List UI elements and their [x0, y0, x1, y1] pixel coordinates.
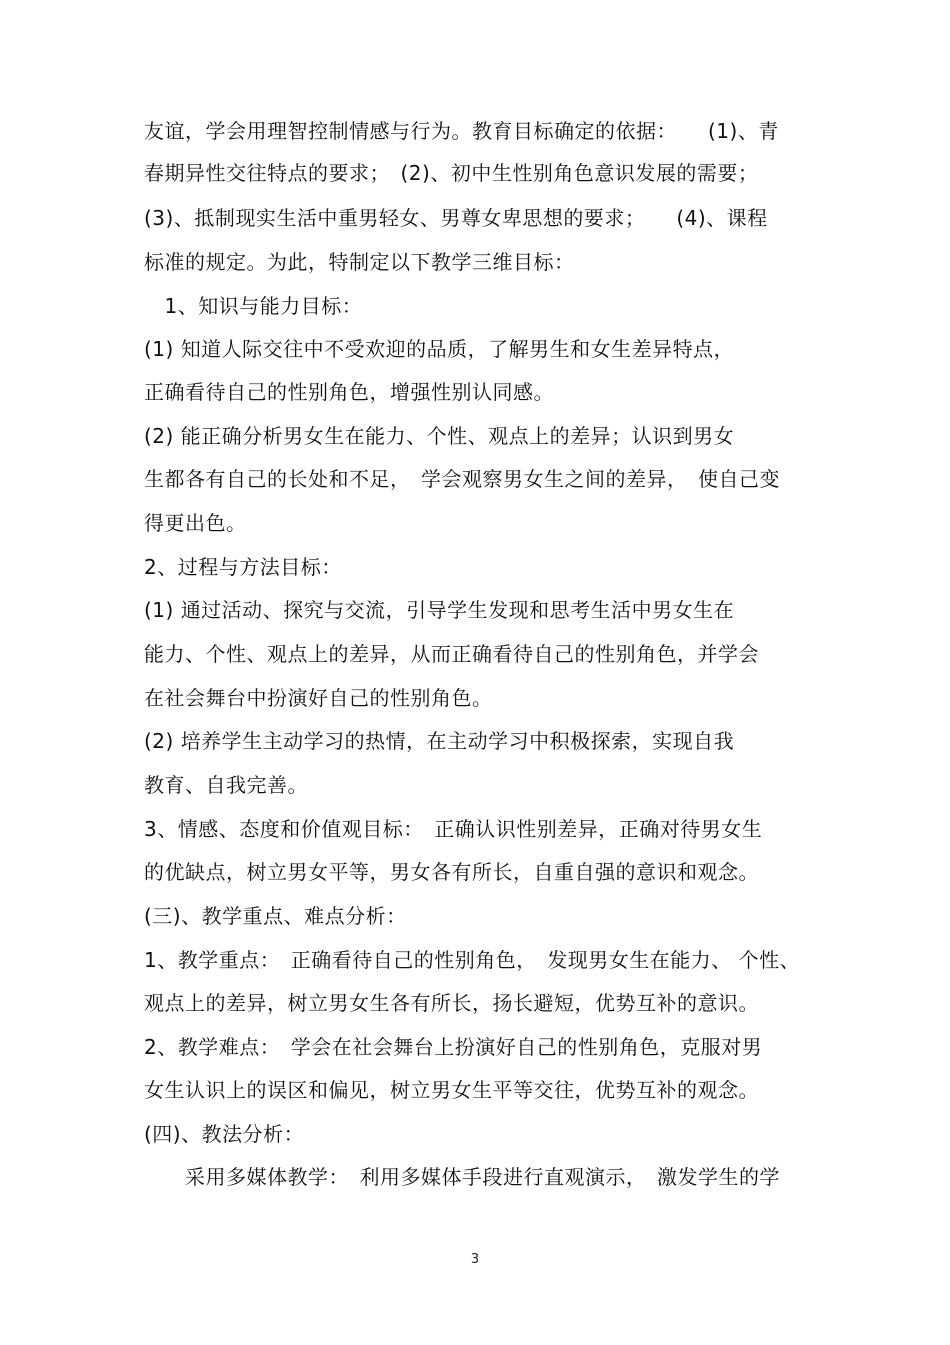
section-heading: (三)、教学重点、难点分析：	[144, 904, 407, 928]
text-line: 1、教学重点： 正确看待自己的性别角色， 发现男女生在能力、 个性、	[144, 948, 801, 972]
text-line: 生都各有自己的长处和不足， 学会观察男女生之间的差异， 使自己变	[144, 467, 780, 491]
text-line: 能力、个性、观点上的差异，从而正确看待自己的性别角色，并学会	[144, 642, 759, 666]
text-line: 观点上的差异，树立男女生各有所长，扬长避短，优势互补的意识。	[144, 991, 759, 1015]
text-line: (1) 知道人际交往中不受欢迎的品质，了解男生和女生差异特点，	[144, 337, 735, 361]
text-line: 春期异性交往特点的要求； (2)、初中生性别角色意识发展的需要；	[144, 161, 759, 185]
text-line: (2) 能正确分析男女生在能力、个性、观点上的差异；认识到男女	[144, 424, 735, 448]
text-line: 教育、自我完善。	[144, 773, 308, 797]
text-line: 在社会舞台中扮演好自己的性别角色。	[144, 686, 493, 710]
section-heading: 2、过程与方法目标：	[144, 555, 342, 579]
text-line: 女生认识上的误区和偏见，树立男女生平等交往，优势互补的观念。	[144, 1078, 759, 1102]
page-number: 3	[470, 1252, 480, 1267]
text-line: 正确看待自己的性别角色，增强性别认同感。	[144, 380, 554, 404]
text-line: 得更出色。	[144, 511, 247, 535]
section-heading: 1、知识与能力目标：	[144, 294, 363, 318]
text-line: 采用多媒体教学： 利用多媒体手段进行直观演示， 激发学生的学	[144, 1165, 780, 1189]
section-heading: (四)、教法分析：	[144, 1122, 305, 1146]
text-line: 友谊，学会用理智控制情感与行为。教育目标确定的依据： (1)、青	[144, 119, 779, 143]
text-line: (1) 通过活动、探究与交流，引导学生发现和思考生活中男女生在	[144, 598, 735, 622]
section-heading: 3、情感、态度和价值观目标： 正确认识性别差异，正确对待男女生	[144, 817, 763, 841]
text-line: (2) 培养学生主动学习的热情，在主动学习中积极探索，实现自我	[144, 729, 735, 753]
text-line: 2、教学难点： 学会在社会舞台上扮演好自己的性别角色，克服对男	[144, 1035, 763, 1059]
text-line: 的优缺点，树立男女平等，男女各有所长，自重自强的意识和观念。	[144, 860, 759, 884]
text-line: 标准的规定。为此，特制定以下教学三维目标：	[144, 250, 575, 274]
text-line: (3)、抵制现实生活中重男轻女、男尊女卑思想的要求； (4)、课程	[144, 206, 768, 230]
